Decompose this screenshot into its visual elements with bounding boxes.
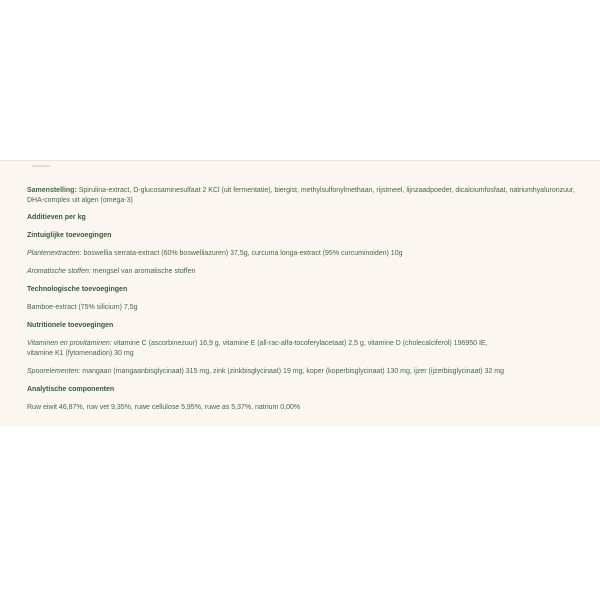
plant-extracts-line <box>27 249 587 259</box>
nutritional-heading: Nutritionele toevoegingen <box>27 322 114 329</box>
aromatic-label: Aromatische stoffen: <box>27 268 91 275</box>
analytical-value: Ruw eiwit 46,87%, ruw vet 9,35%, ruwe cellulose 5,95%, ruwe as 5,37%, natrium 0,00% <box>27 404 301 411</box>
trace-elements-label: Spoorelementen: <box>27 368 81 375</box>
composition-content <box>27 186 587 413</box>
technological-value: Bamboe-extract (75% silicium) 7,5g <box>27 304 138 311</box>
sensory-heading: Zintuiglijke toevoegingen <box>27 232 112 239</box>
composition-value: Spirulina-extract, D-glucosaminesulfaat 2 KCl (uit fermentatie), biergist, methylsulfonylmethaan, rijstmeel, lijnzaadpoeder, dicalciumfosfaat, natriumhyaluronzuur, DHA-complex uit algen (omega-3) <box>27 187 575 204</box>
plant-extracts-value: boswellia serrata-extract (60% boswelliazuren) 37,5g, curcuma longa-extract (95% curcuminoiden) 10g <box>83 250 403 257</box>
aromatic-value: mengsel van aromatische stoffen <box>92 268 196 275</box>
composition-text <box>27 186 587 206</box>
vitamins-value-cont: vitamine K1 (fytomenadion) 30 mg <box>27 350 134 357</box>
composition-label: Samenstelling: <box>27 187 77 194</box>
analytical-heading: Analytische componenten <box>27 386 115 393</box>
additives-heading: Additieven per kg <box>27 214 86 221</box>
ingredients-panel <box>0 160 600 427</box>
trace-elements-line <box>27 367 587 377</box>
plant-extracts-label: Plantenextracten: <box>27 250 82 257</box>
technological-heading: Technologische toevoegingen <box>27 286 128 293</box>
trace-elements-value: mangaan (mangaanbisglycinaat) 315 mg, zink (zinkbisglycinaat) 19 mg, koper (koperbisglycinaat) 130 mg, ijzer (ijzerbisglycinaat) 32 mg <box>82 368 505 375</box>
vitamins-value: vitamine C (ascorbinezuur) 16,9 g, vitamine E (all-rac-alfa-tocoferylacetaat) 2,5 g, vitamine D (cholecalciferol) 196950 IE, <box>113 340 488 347</box>
vitamins-line <box>27 339 587 349</box>
vitamins-label: Vitaminen en provitaminen: <box>27 340 112 347</box>
aromatic-line <box>27 267 587 277</box>
tab-stub <box>32 165 50 167</box>
